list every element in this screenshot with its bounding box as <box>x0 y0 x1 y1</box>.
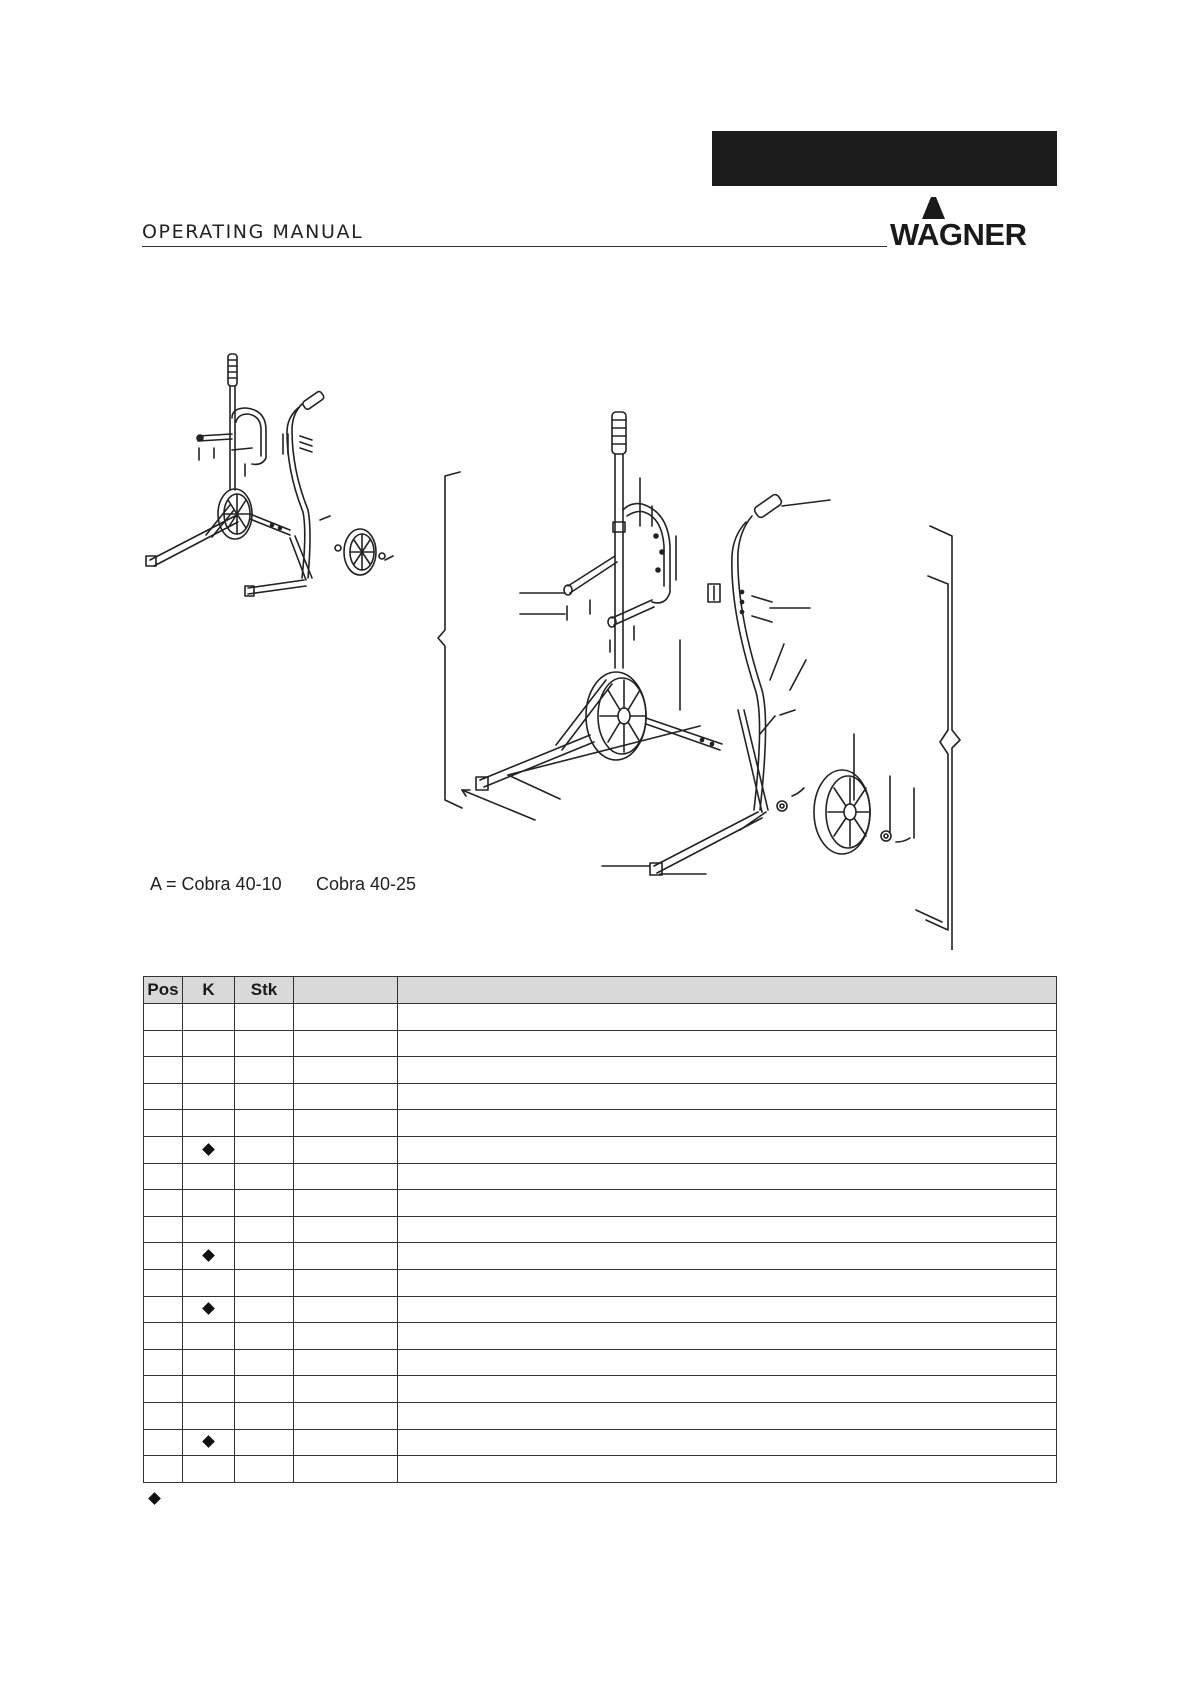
cell-pos <box>144 1243 183 1270</box>
cell-description <box>398 1136 1057 1163</box>
cell-stk <box>235 1269 294 1296</box>
cell-k <box>183 1190 235 1217</box>
cell-stk <box>235 1110 294 1137</box>
cell-stk <box>235 1349 294 1376</box>
table-row <box>144 1163 1057 1190</box>
diamond-icon <box>202 1143 215 1156</box>
cell-pos <box>144 1190 183 1217</box>
table-row <box>144 1083 1057 1110</box>
table-row <box>144 1323 1057 1350</box>
cell-k <box>183 1323 235 1350</box>
cell-pos <box>144 1296 183 1323</box>
diamond-icon <box>202 1435 215 1448</box>
document-title: OPERATING MANUAL <box>142 221 364 243</box>
cell-pos <box>144 1456 183 1483</box>
cart-exploded-drawing <box>0 330 1191 950</box>
table-row <box>144 1136 1057 1163</box>
cell-pos <box>144 1323 183 1350</box>
header-black-bar <box>712 131 1057 186</box>
cell-stk <box>235 1243 294 1270</box>
cell-k <box>183 1004 235 1031</box>
table-header-row <box>144 977 1057 1004</box>
cell-k <box>183 1402 235 1429</box>
table-row <box>144 1216 1057 1243</box>
cell-stk <box>235 1136 294 1163</box>
cell-part-number <box>294 1136 398 1163</box>
cell-stk <box>235 1402 294 1429</box>
variant-a-label: A = Cobra 40-10 <box>150 874 282 894</box>
cell-part-number <box>294 1296 398 1323</box>
header-description <box>398 977 1057 1004</box>
table-row <box>144 1402 1057 1429</box>
cell-stk <box>235 1429 294 1456</box>
cell-part-number <box>294 1269 398 1296</box>
cell-part-number <box>294 1323 398 1350</box>
cell-part-number <box>294 1057 398 1084</box>
cell-description <box>398 1110 1057 1137</box>
cell-k <box>183 1349 235 1376</box>
table-row <box>144 1057 1057 1084</box>
header-k: K <box>183 977 235 1004</box>
cell-pos <box>144 1030 183 1057</box>
cell-stk <box>235 1083 294 1110</box>
cell-k <box>183 1243 235 1270</box>
table-row <box>144 1110 1057 1137</box>
table-row <box>144 1269 1057 1296</box>
cell-pos <box>144 1269 183 1296</box>
cell-description <box>398 1376 1057 1403</box>
table-row <box>144 1456 1057 1483</box>
cell-k <box>183 1429 235 1456</box>
cell-k <box>183 1110 235 1137</box>
cell-pos <box>144 1429 183 1456</box>
wagner-logo <box>888 193 1058 249</box>
cell-part-number <box>294 1163 398 1190</box>
cell-part-number <box>294 1243 398 1270</box>
table-row <box>144 1243 1057 1270</box>
cell-description <box>398 1323 1057 1350</box>
cell-k <box>183 1216 235 1243</box>
cell-stk <box>235 1296 294 1323</box>
main-cart-drawing <box>438 412 960 950</box>
cell-stk <box>235 1456 294 1483</box>
cell-pos <box>144 1136 183 1163</box>
cell-description <box>398 1083 1057 1110</box>
table-row <box>144 1030 1057 1057</box>
header-stk: Stk <box>235 977 294 1004</box>
cell-k <box>183 1296 235 1323</box>
cell-description <box>398 1296 1057 1323</box>
cell-description <box>398 1269 1057 1296</box>
svg-text:WAGNER: WAGNER <box>890 217 1027 249</box>
cell-k <box>183 1376 235 1403</box>
cell-description <box>398 1163 1057 1190</box>
cell-stk <box>235 1216 294 1243</box>
cell-part-number <box>294 1083 398 1110</box>
diamond-icon <box>148 1492 161 1505</box>
table-row <box>144 1376 1057 1403</box>
cell-pos <box>144 1057 183 1084</box>
cell-description <box>398 1190 1057 1217</box>
cell-k <box>183 1057 235 1084</box>
cell-pos <box>144 1163 183 1190</box>
table-row <box>144 1349 1057 1376</box>
cell-pos <box>144 1376 183 1403</box>
table-row <box>144 1190 1057 1217</box>
cell-stk <box>235 1163 294 1190</box>
cell-part-number <box>294 1376 398 1403</box>
table-row <box>144 1429 1057 1456</box>
cell-pos <box>144 1349 183 1376</box>
cell-part-number <box>294 1004 398 1031</box>
cell-part-number <box>294 1456 398 1483</box>
cell-description <box>398 1243 1057 1270</box>
cell-k <box>183 1269 235 1296</box>
cell-part-number <box>294 1402 398 1429</box>
table-row <box>144 1004 1057 1031</box>
cell-stk <box>235 1057 294 1084</box>
cell-part-number <box>294 1030 398 1057</box>
cell-description <box>398 1030 1057 1057</box>
cell-k <box>183 1083 235 1110</box>
cell-stk <box>235 1376 294 1403</box>
cell-stk <box>235 1190 294 1217</box>
parts-table <box>143 976 1057 1483</box>
cell-stk <box>235 1004 294 1031</box>
header-pos: Pos <box>144 977 183 1004</box>
diamond-icon <box>202 1249 215 1262</box>
cell-part-number <box>294 1429 398 1456</box>
cell-stk <box>235 1030 294 1057</box>
header-rule <box>142 246 887 247</box>
header-part-number <box>294 977 398 1004</box>
cell-pos <box>144 1216 183 1243</box>
cell-part-number <box>294 1110 398 1137</box>
cell-k <box>183 1136 235 1163</box>
table-row <box>144 1296 1057 1323</box>
cell-stk <box>235 1323 294 1350</box>
cell-description <box>398 1057 1057 1084</box>
cell-description <box>398 1429 1057 1456</box>
cell-part-number <box>294 1190 398 1217</box>
cell-k <box>183 1030 235 1057</box>
cell-description <box>398 1004 1057 1031</box>
cell-description <box>398 1402 1057 1429</box>
cell-k <box>183 1456 235 1483</box>
legend-marker <box>150 1488 159 1507</box>
diamond-icon <box>202 1302 215 1315</box>
cell-pos <box>144 1083 183 1110</box>
overview-cart-drawing <box>146 354 393 596</box>
cell-pos <box>144 1110 183 1137</box>
cell-description <box>398 1216 1057 1243</box>
variant-b-label: Cobra 40-25 <box>316 874 417 894</box>
cell-k <box>183 1163 235 1190</box>
cell-description <box>398 1456 1057 1483</box>
cell-part-number <box>294 1349 398 1376</box>
cell-pos <box>144 1402 183 1429</box>
cell-part-number <box>294 1216 398 1243</box>
cell-pos <box>144 1004 183 1031</box>
cell-description <box>398 1349 1057 1376</box>
